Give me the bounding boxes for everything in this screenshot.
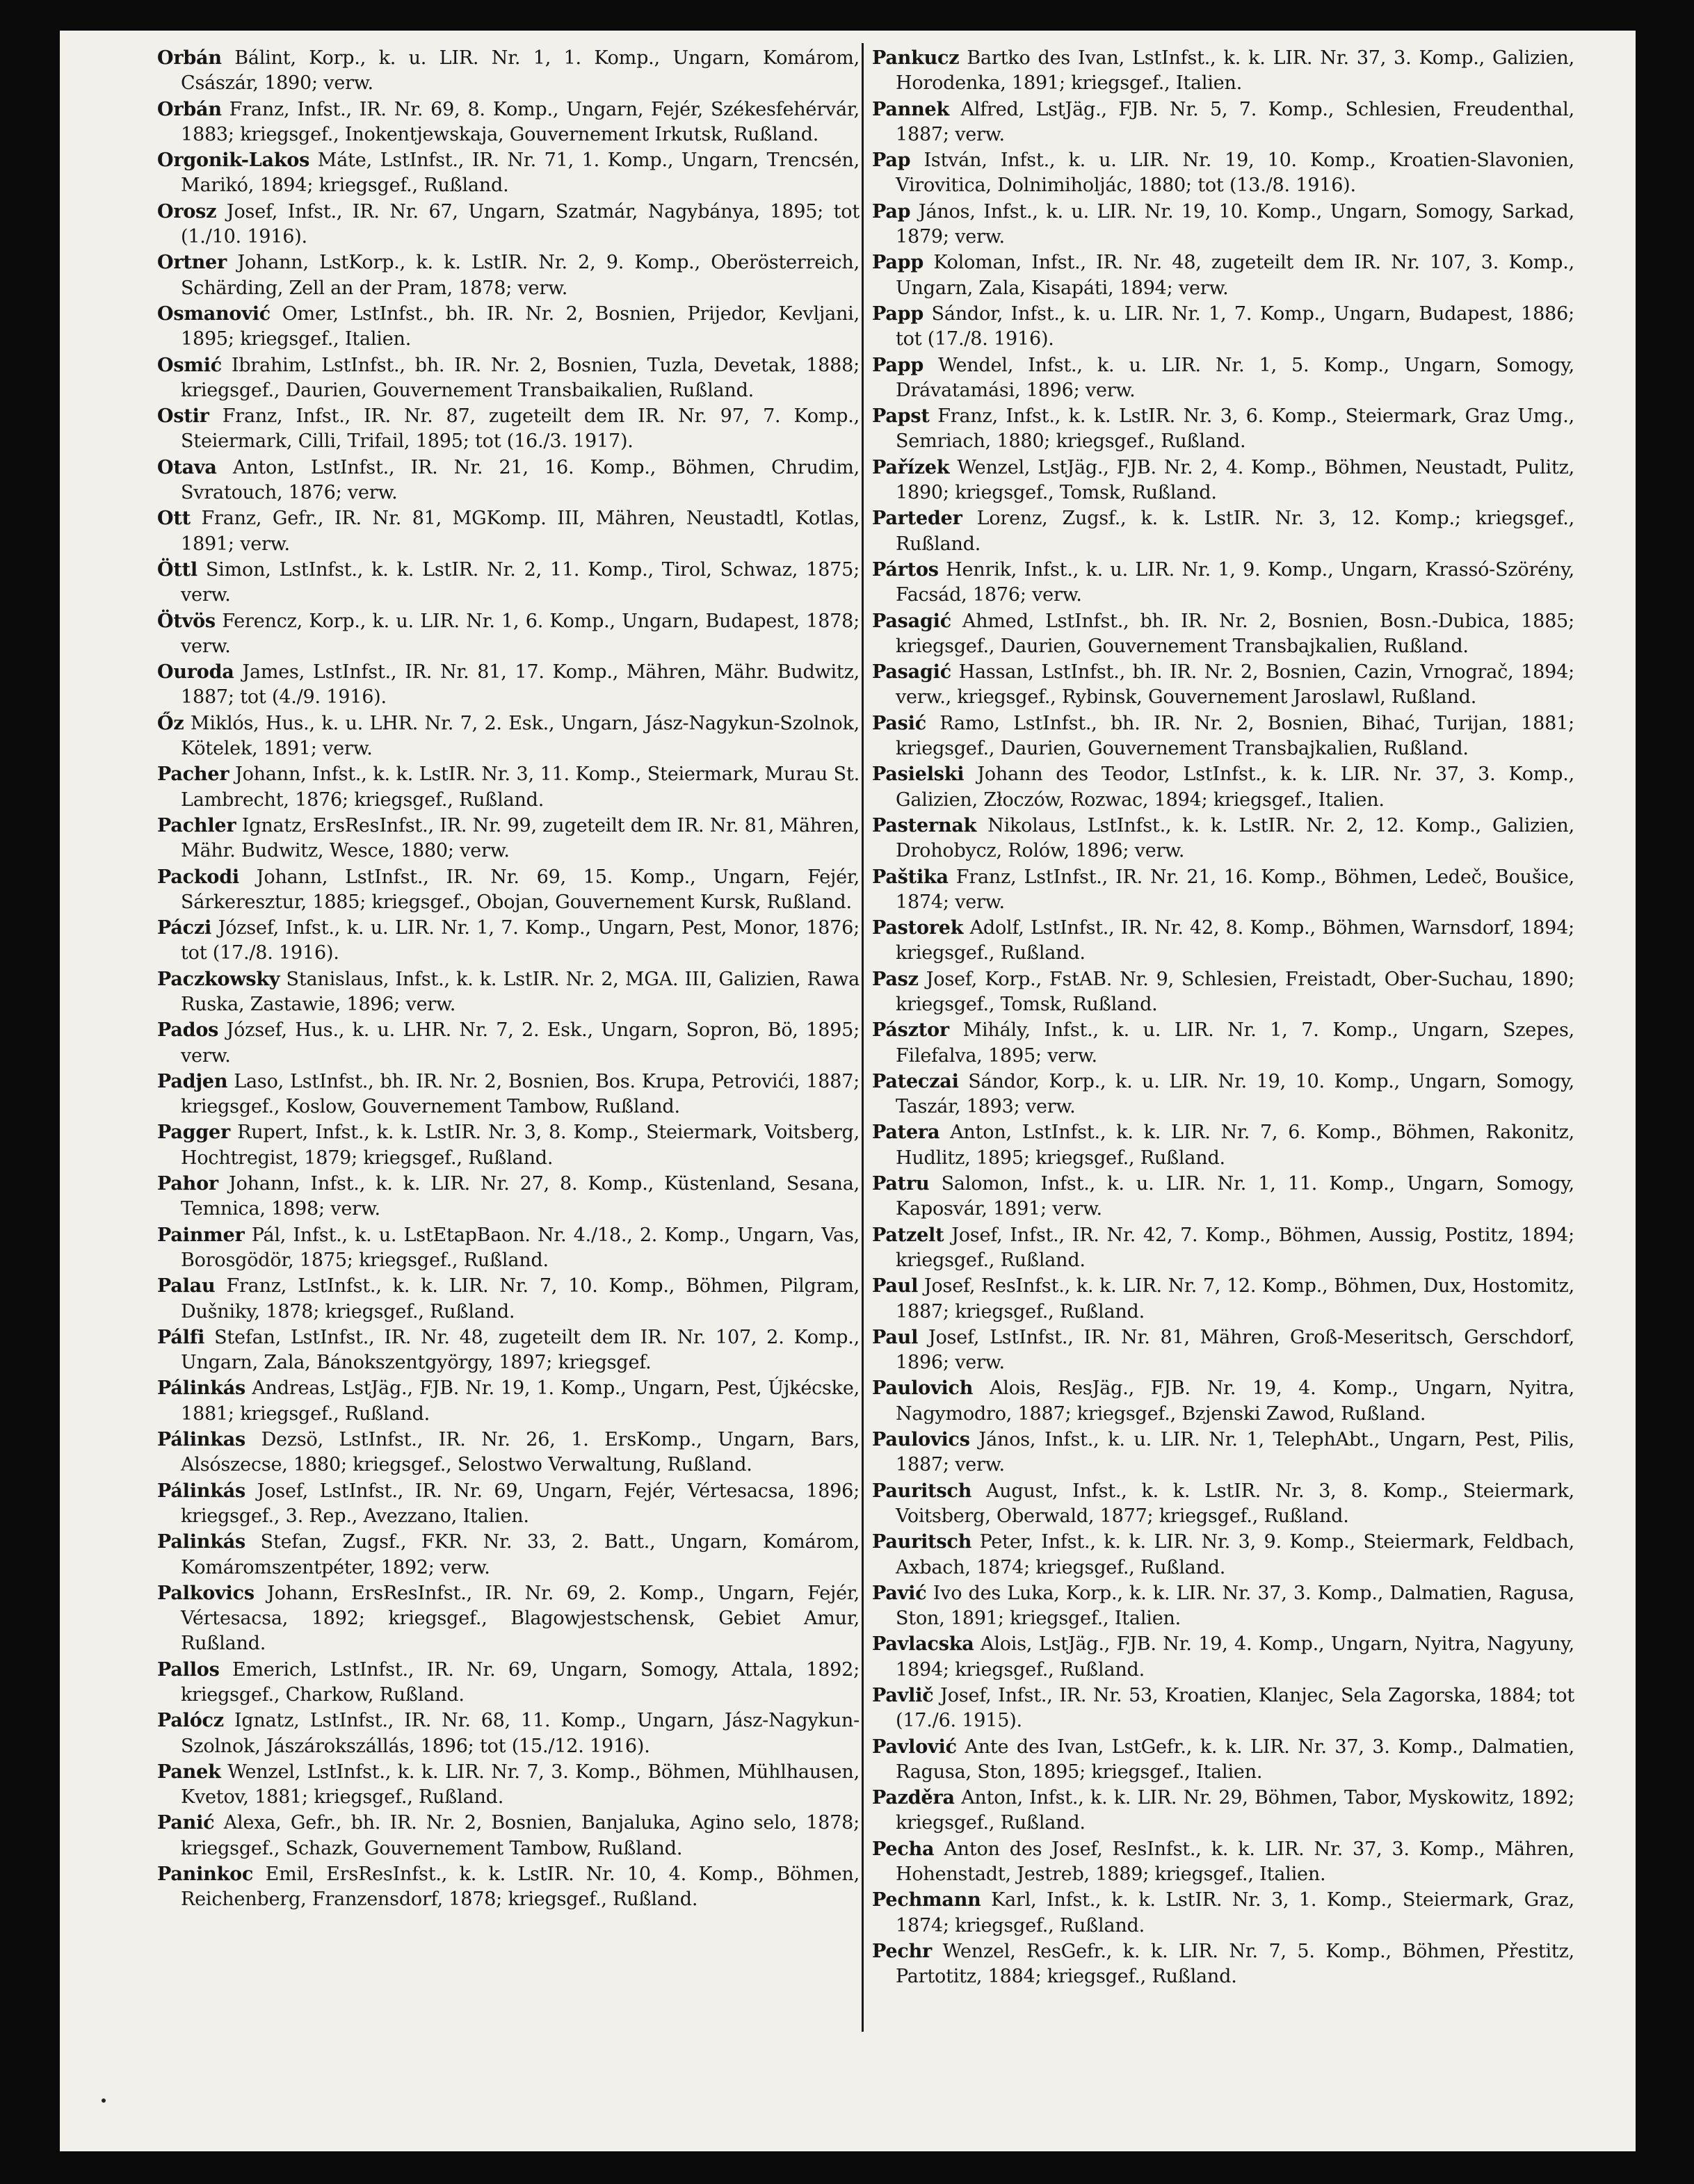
entry-details: Emil, ErsResInfst., k. k. LstIR. Nr. 10, 4. Komp., Böhmen, Reichenberg, Franzensdorf, 1878; kriegsgef., Rußland. bbox=[181, 1863, 860, 1911]
entry-surname: Pasagić bbox=[872, 661, 951, 683]
list-item bbox=[872, 1274, 1574, 1325]
entry-surname: Paulovics bbox=[872, 1429, 970, 1451]
entry-surname: Ötvös bbox=[157, 610, 216, 632]
column-divider bbox=[862, 43, 864, 2032]
entry-surname: Pasielski bbox=[872, 763, 965, 786]
entry-details: Omer, LstInfst., bh. IR. Nr. 2, Bosnien, Prijedor, Kevljani, 1895; kriegsgef., Italien. bbox=[181, 302, 860, 350]
entry-surname: Paulovich bbox=[872, 1377, 974, 1400]
left-column bbox=[157, 46, 860, 1914]
entry-details: Koloman, Infst., IR. Nr. 48, zugeteilt dem IR. Nr. 107, 3. Komp., Ungarn, Zala, Kisapáti, 1894; verw. bbox=[896, 252, 1574, 299]
entry-surname: Pacher bbox=[157, 763, 229, 786]
entry-surname: Panić bbox=[157, 1812, 215, 1834]
entry-details: Josef, Korp., FstAB. Nr. 9, Schlesien, Freistadt, Ober-Suchau, 1890; kriegsgef., Tomsk, Rußland. bbox=[896, 968, 1574, 1015]
entry-surname: Pasternak bbox=[872, 814, 977, 836]
entry-surname: Pasz bbox=[872, 968, 919, 990]
entry-surname: Papp bbox=[872, 302, 924, 325]
list-item bbox=[157, 609, 860, 660]
entry-details: Ivo des Luka, Korp., k. k. LIR. Nr. 37, 3. Komp., Dalmatien, Ragusa, Ston, 1891; kriegsgef., Italien. bbox=[896, 1582, 1574, 1630]
entry-surname: Panek bbox=[157, 1761, 221, 1783]
entry-details: Pál, Infst., k. u. LstEtapBaon. Nr. 4./18., 2. Komp., Ungarn, Vas, Borosgödör, 1875; kriegsgef., Rußland. bbox=[181, 1224, 860, 1271]
list-item bbox=[872, 455, 1574, 506]
list-item bbox=[157, 148, 860, 199]
list-item bbox=[872, 1683, 1574, 1734]
list-item bbox=[872, 865, 1574, 916]
entry-surname: Őz bbox=[157, 712, 184, 734]
entry-details: Wenzel, LstInfst., k. k. LIR. Nr. 7, 3. Komp., Böhmen, Mühlhausen, Kvetov, 1881; kriegsgef., Rußland. bbox=[181, 1761, 860, 1809]
entry-surname: Pankucz bbox=[872, 47, 960, 69]
scanned-page bbox=[60, 31, 1636, 2151]
entry-surname: Paul bbox=[872, 1275, 919, 1297]
list-item bbox=[872, 916, 1574, 966]
entry-surname: Pannek bbox=[872, 98, 950, 120]
list-item bbox=[157, 1376, 860, 1427]
list-item bbox=[872, 1632, 1574, 1683]
list-item bbox=[157, 967, 860, 1018]
entry-details: Franz, Infst., IR. Nr. 87, zugeteilt dem IR. Nr. 97, 7. Komp., Steiermark, Cilli, Trifail, 1895; tot (16./3. 1917). bbox=[181, 405, 860, 453]
entry-surname: Pásztor bbox=[872, 1019, 949, 1042]
entry-details: Laso, LstInfst., bh. IR. Nr. 2, Bosnien, Bos. Krupa, Petrovići, 1887; kriegsgef., Koslow, Gouvernement Tambow, Rußland. bbox=[181, 1070, 860, 1118]
entry-details: Dezsö, LstInfst., IR. Nr. 26, 1. ErsKomp., Ungarn, Bars, Alsószecse, 1880; kriegsgef., Selostwo Verwaltung, Rußland. bbox=[181, 1429, 860, 1476]
entry-surname: Pártos bbox=[872, 558, 939, 581]
entry-surname: Pavlič bbox=[872, 1685, 934, 1706]
list-item bbox=[157, 1658, 860, 1708]
list-item bbox=[157, 97, 860, 148]
entry-details: János, Infst., k. u. LIR. Nr. 1, TelephAbt., Ungarn, Pest, Pilis, 1887; verw. bbox=[896, 1429, 1574, 1476]
entry-surname: Packodi bbox=[157, 866, 239, 888]
list-item bbox=[157, 455, 860, 506]
list-item bbox=[157, 1120, 860, 1171]
entry-surname: Pateczai bbox=[872, 1070, 959, 1092]
list-item bbox=[872, 1837, 1574, 1888]
list-item bbox=[872, 814, 1574, 864]
entry-details: Johann, LstKorp., k. k. LstIR. Nr. 2, 9. Komp., Oberösterreich, Schärding, Zell an der Pram, 1878; verw. bbox=[181, 252, 860, 299]
list-item bbox=[872, 97, 1574, 148]
list-item bbox=[872, 250, 1574, 301]
list-item bbox=[872, 506, 1574, 557]
list-item bbox=[157, 1530, 860, 1580]
list-item bbox=[157, 711, 860, 762]
right-column bbox=[872, 46, 1574, 1991]
entry-surname: Öttl bbox=[157, 558, 197, 581]
entry-surname: Pechr bbox=[872, 1940, 933, 1962]
list-item bbox=[872, 1888, 1574, 1939]
list-item bbox=[157, 302, 860, 353]
list-item bbox=[872, 302, 1574, 353]
entry-details: Wendel, Infst., k. u. LIR. Nr. 1, 5. Komp., Ungarn, Somogy, Drávatamási, 1896; verw. bbox=[896, 354, 1574, 401]
entry-details: Josef, Infst., IR. Nr. 67, Ungarn, Szatmár, Nagybánya, 1895; tot (1./10. 1916). bbox=[181, 200, 860, 248]
list-item bbox=[872, 200, 1574, 250]
entry-details: Josef, Infst., IR. Nr. 53, Kroatien, Klanjec, Sela Zagorska, 1884; tot (17./6. 1915). bbox=[896, 1685, 1574, 1732]
entry-details: Hassan, LstInfst., bh. IR. Nr. 2, Bosnien, Cazin, Vrnograč, 1894; verw., kriegsgef., Rybinsk, Gouvernement Jaroslawl, Rußland. bbox=[896, 661, 1574, 709]
list-item bbox=[157, 1479, 860, 1530]
list-item bbox=[872, 1223, 1574, 1274]
entry-surname: Papp bbox=[872, 354, 924, 376]
entry-surname: Padjen bbox=[157, 1070, 228, 1092]
entry-surname: Pasagić bbox=[872, 610, 951, 632]
entry-surname: Otava bbox=[157, 456, 217, 478]
entry-details: Máte, LstInfst., IR. Nr. 71, 1. Komp., Ungarn, Trencsén, Marikó, 1894; kriegsgef., Rußland. bbox=[181, 149, 860, 197]
list-item bbox=[157, 865, 860, 916]
entry-details: Stanislaus, Infst., k. k. LstIR. Nr. 2, MGA. III, Galizien, Rawa Ruska, Zastawie, 1896; verw. bbox=[181, 968, 860, 1015]
entry-surname: Ott bbox=[157, 508, 191, 530]
entry-surname: Papst bbox=[872, 405, 930, 428]
entry-surname: Patera bbox=[872, 1122, 940, 1144]
entry-surname: Pavlović bbox=[872, 1736, 957, 1758]
list-item bbox=[872, 1376, 1574, 1427]
list-item bbox=[157, 506, 860, 557]
entry-surname: Pastorek bbox=[872, 917, 964, 939]
list-item bbox=[157, 1427, 860, 1478]
entry-surname: Palócz bbox=[157, 1710, 224, 1732]
entry-details: Johann, Infst., k. k. LIR. Nr. 27, 8. Komp., Küstenland, Sesana, Temnica, 1898; verw. bbox=[181, 1173, 860, 1220]
entry-surname: Pallos bbox=[157, 1658, 220, 1681]
list-item bbox=[157, 916, 860, 966]
entry-details: Anton, LstInfst., IR. Nr. 21, 16. Komp., Böhmen, Chrudim, Svratouch, 1876; verw. bbox=[181, 456, 860, 504]
entry-details: Anton, Infst., k. k. LIR. Nr. 29, Böhmen, Tabor, Myskowitz, 1892; kriegsgef., Rußland. bbox=[896, 1787, 1574, 1834]
list-item bbox=[872, 1018, 1574, 1069]
entry-surname: Pálinkás bbox=[157, 1377, 246, 1400]
entry-details: Ahmed, LstInfst., bh. IR. Nr. 2, Bosnien, Bosn.-Dubica, 1885; kriegsgef., Daurien, Gouvernement Transbajkalien, Rußland. bbox=[896, 610, 1574, 657]
list-item bbox=[872, 609, 1574, 660]
entry-details: Andreas, LstJäg., FJB. Nr. 19, 1. Komp., Ungarn, Pest, Újkécske, 1881; kriegsgef., Rußland. bbox=[181, 1377, 860, 1425]
list-item bbox=[872, 46, 1574, 97]
entry-details: Karl, Infst., k. k. LstIR. Nr. 3, 1. Komp., Steiermark, Graz, 1874; kriegsgef., Rußland. bbox=[896, 1889, 1574, 1936]
entry-surname: Palkovics bbox=[157, 1582, 255, 1604]
entry-surname: Pauritsch bbox=[872, 1531, 972, 1553]
entry-details: Johann, ErsResInfst., IR. Nr. 69, 2. Komp., Ungarn, Fejér, Vértesacsa, 1892; kriegsgef., Blagowjestschensk, Gebiet Amur, Rußland. bbox=[181, 1582, 860, 1655]
entry-details: Alfred, LstJäg., FJB. Nr. 5, 7. Komp., Schlesien, Freudenthal, 1887; verw. bbox=[896, 98, 1574, 145]
entry-details: Sándor, Infst., k. u. LIR. Nr. 1, 7. Komp., Ungarn, Budapest, 1886; tot (17./8. 1916). bbox=[896, 302, 1574, 350]
entry-surname: Patzelt bbox=[872, 1224, 944, 1246]
entry-details: Johann des Teodor, LstInfst., k. k. LIR. Nr. 37, 3. Komp., Galizien, Złoczów, Rozwac, 1894; kriegsgef., Italien. bbox=[896, 763, 1574, 811]
entry-details: Ramo, LstInfst., bh. IR. Nr. 2, Bosnien, Bihać, Turijan, 1881; kriegsgef., Daurien, Gouvernement Transbajkalien, Rußland. bbox=[896, 712, 1574, 760]
entry-details: János, Infst., k. u. LIR. Nr. 19, 10. Komp., Ungarn, Somogy, Sarkad, 1879; verw. bbox=[896, 200, 1574, 248]
list-item bbox=[157, 1862, 860, 1913]
list-item bbox=[157, 1760, 860, 1811]
entry-surname: Pauritsch bbox=[872, 1480, 972, 1502]
entry-surname: Pálfi bbox=[157, 1326, 205, 1348]
list-item bbox=[157, 660, 860, 711]
entry-details: Johann, Infst., k. k. LstIR. Nr. 3, 11. Komp., Steiermark, Murau St. Lambrecht, 1876; kriegsgef., Rußland. bbox=[181, 763, 860, 811]
list-item bbox=[872, 1479, 1574, 1530]
entry-details: James, LstInfst., IR. Nr. 81, 17. Komp., Mähren, Mähr. Budwitz, 1887; tot (4./9. 1916). bbox=[181, 661, 860, 709]
entry-details: Miklós, Hus., k. u. LHR. Nr. 7, 2. Esk., Ungarn, Jász-Nagykun-Szolnok, Kötelek, 1891; verw. bbox=[181, 712, 860, 760]
entry-details: Alois, ResJäg., FJB. Nr. 19, 4. Komp., Ungarn, Nyitra, Nagymodro, 1887; kriegsgef., Bzjenski Zawod, Rußland. bbox=[896, 1377, 1574, 1425]
entry-details: Rupert, Infst., k. k. LstIR. Nr. 3, 8. Komp., Steiermark, Voitsberg, Hochtregist, 1879; kriegsgef., Rußland. bbox=[181, 1122, 860, 1169]
list-item bbox=[872, 660, 1574, 711]
entry-surname: Pados bbox=[157, 1019, 219, 1042]
entry-details: Stefan, Zugsf., FKR. Nr. 33, 2. Batt., Ungarn, Komárom, Komáromszentpéter, 1892; verw. bbox=[181, 1531, 860, 1578]
entry-details: Wenzel, LstJäg., FJB. Nr. 2, 4. Komp., Böhmen, Neustadt, Pulitz, 1890; kriegsgef., Tomsk, Rußland. bbox=[896, 456, 1574, 504]
entry-details: Johann, LstInfst., IR. Nr. 69, 15. Komp., Ungarn, Fejér, Sárkeresztur, 1885; kriegsgef., Obojan, Gouvernement Kursk, Rußland. bbox=[181, 866, 860, 913]
entry-surname: Pecha bbox=[872, 1838, 935, 1860]
list-item bbox=[872, 1325, 1574, 1376]
entry-surname: Palau bbox=[157, 1275, 216, 1297]
entry-details: Ferencz, Korp., k. u. LIR. Nr. 1, 6. Komp., Ungarn, Budapest, 1878; verw. bbox=[181, 610, 860, 657]
entry-surname: Pap bbox=[872, 149, 911, 172]
entry-details: Josef, LstInfst., IR. Nr. 69, Ungarn, Fejér, Vértesacsa, 1896; kriegsgef., 3. Rep., Avezzano, Italien. bbox=[181, 1480, 860, 1527]
list-item bbox=[157, 250, 860, 301]
list-item bbox=[157, 1581, 860, 1657]
entry-details: Sándor, Korp., k. u. LIR. Nr. 19, 10. Komp., Ungarn, Somogy, Taszár, 1893; verw. bbox=[896, 1070, 1574, 1118]
entry-surname: Pap bbox=[872, 200, 911, 223]
entry-surname: Osmanović bbox=[157, 302, 271, 325]
entry-surname: Ouroda bbox=[157, 661, 234, 683]
entry-details: Lorenz, Zugsf., k. k. LstIR. Nr. 3, 12. Komp.; kriegsgef., Rußland. bbox=[896, 508, 1574, 555]
entry-details: Franz, LstInfst., IR. Nr. 21, 16. Komp., Böhmen, Ledeč, Boušice, 1874; verw. bbox=[896, 866, 1574, 913]
list-item bbox=[157, 1708, 860, 1759]
entry-details: Salomon, Infst., k. u. LIR. Nr. 1, 11. Komp., Ungarn, Somogy, Kaposvár, 1891; verw. bbox=[896, 1173, 1574, 1220]
entry-details: Alexa, Gefr., bh. IR. Nr. 2, Bosnien, Banjaluka, Agino selo, 1878; kriegsgef., Schazk, Gouvernement Tambow, Rußland. bbox=[181, 1812, 860, 1859]
list-item bbox=[872, 1786, 1574, 1836]
entry-surname: Pavlacska bbox=[872, 1633, 974, 1656]
list-item bbox=[872, 762, 1574, 813]
entry-surname: Paninkoc bbox=[157, 1863, 254, 1886]
entry-details: Franz, Infst., IR. Nr. 69, 8. Komp., Ungarn, Fejér, Székesfehérvár, 1883; kriegsgef., Inokentjewskaja, Gouvernement Irkutsk, Rußland. bbox=[181, 98, 860, 145]
entry-details: Peter, Infst., k. k. LIR. Nr. 3, 9. Komp., Steiermark, Feldbach, Axbach, 1874; kriegsgef., Rußland. bbox=[896, 1531, 1574, 1578]
entry-details: Josef, ResInfst., k. k. LIR. Nr. 7, 12. Komp., Böhmen, Dux, Hostomitz, 1887; kriegsgef., Rußland. bbox=[896, 1275, 1574, 1322]
list-item bbox=[872, 1939, 1574, 1990]
entry-details: Josef, LstInfst., IR. Nr. 81, Mähren, Groß-Meseritsch, Gerschdorf, 1896; verw. bbox=[896, 1326, 1574, 1374]
list-item bbox=[157, 1811, 860, 1861]
list-item bbox=[872, 711, 1574, 762]
entry-details: Ante des Ivan, LstGefr., k. k. LIR. Nr. 37, 3. Komp., Dalmatien, Ragusa, Ston, 1895; kriegsgef., Italien. bbox=[896, 1736, 1574, 1783]
entry-details: August, Infst., k. k. LstIR. Nr. 3, 8. Komp., Steiermark, Voitsberg, Oberwald, 1877; kriegsgef., Rußland. bbox=[896, 1480, 1574, 1527]
entry-details: Simon, LstInfst., k. k. LstIR. Nr. 2, 11. Komp., Tirol, Schwaz, 1875; verw. bbox=[181, 558, 860, 606]
entry-surname: Paczkowsky bbox=[157, 968, 280, 990]
entry-surname: Paul bbox=[872, 1326, 919, 1348]
list-item bbox=[157, 1223, 860, 1274]
entry-surname: Pachler bbox=[157, 814, 236, 836]
entry-surname: Pasić bbox=[872, 712, 926, 734]
entry-surname: Ostir bbox=[157, 405, 209, 428]
list-item bbox=[157, 1274, 860, 1325]
entry-details: Ignatz, ErsResInfst., IR. Nr. 99, zugeteilt dem IR. Nr. 81, Mähren, Mähr. Budwitz, Wesce, 1880; verw. bbox=[181, 814, 860, 862]
entry-surname: Pazděra bbox=[872, 1787, 955, 1809]
entry-surname: Páczi bbox=[157, 917, 212, 939]
entry-surname: Paštika bbox=[872, 866, 949, 888]
list-item bbox=[872, 558, 1574, 608]
list-item bbox=[872, 1735, 1574, 1786]
entry-details: Franz, Infst., k. k. LstIR. Nr. 3, 6. Komp., Steiermark, Graz Umg., Semriach, 1880; kriegsgef., Rußland. bbox=[896, 405, 1574, 453]
entry-details: József, Infst., k. u. LIR. Nr. 1, 7. Komp., Ungarn, Pest, Monor, 1876; tot (17./8. 1916). bbox=[181, 917, 860, 964]
entry-details: Ignatz, LstInfst., IR. Nr. 68, 11. Komp., Ungarn, Jász-Nagykun-Szolnok, Jászárokszállás, 1896; tot (15./12. 1916). bbox=[181, 1710, 860, 1757]
entry-details: Adolf, LstInfst., IR. Nr. 42, 8. Komp., Böhmen, Warnsdorf, 1894; kriegsgef., Rußland. bbox=[896, 917, 1574, 964]
entry-surname: Pahor bbox=[157, 1173, 218, 1195]
list-item bbox=[157, 1172, 860, 1222]
entry-details: Franz, LstInfst., k. k. LIR. Nr. 7, 10. Komp., Böhmen, Pilgram, Dušniky, 1878; kriegsgef., Rußland. bbox=[181, 1275, 860, 1322]
scan-speck bbox=[102, 2098, 106, 2103]
entry-surname: Ortner bbox=[157, 252, 227, 274]
entry-surname: Papp bbox=[872, 252, 924, 274]
entry-surname: Pagger bbox=[157, 1122, 231, 1144]
entry-details: Bálint, Korp., k. u. LIR. Nr. 1, 1. Komp., Ungarn, Komárom, Császár, 1890; verw. bbox=[181, 47, 860, 95]
entry-surname: Patru bbox=[872, 1173, 930, 1195]
entry-surname: Pechmann bbox=[872, 1889, 981, 1911]
entry-details: Anton des Josef, ResInfst., k. k. LIR. Nr. 37, 3. Komp., Mähren, Hohenstadt, Jestreb, 1889; kriegsgef., Italien. bbox=[896, 1838, 1574, 1886]
entry-details: József, Hus., k. u. LHR. Nr. 7, 2. Esk., Ungarn, Sopron, Bö, 1895; verw. bbox=[181, 1019, 860, 1067]
list-item bbox=[157, 1325, 860, 1376]
entry-surname: Osmić bbox=[157, 354, 222, 376]
list-item bbox=[157, 558, 860, 608]
entry-details: István, Infst., k. u. LIR. Nr. 19, 10. Komp., Kroatien-Slavonien, Virovitica, Dolnimiholjác, 1880; tot (13./8. 1916). bbox=[896, 149, 1574, 197]
entry-surname: Orgonik-Lakos bbox=[157, 149, 310, 172]
entry-surname: Pálinkás bbox=[157, 1480, 246, 1502]
list-item bbox=[872, 1581, 1574, 1632]
list-item bbox=[157, 1069, 860, 1120]
entry-surname: Orbán bbox=[157, 98, 222, 120]
entry-details: Alois, LstJäg., FJB. Nr. 19, 4. Komp., Ungarn, Nyitra, Nagyuny, 1894; kriegsgef., Rußland. bbox=[896, 1633, 1574, 1681]
list-item bbox=[157, 404, 860, 455]
entry-surname: Palinkás bbox=[157, 1531, 246, 1553]
entry-details: Bartko des Ivan, LstInfst., k. k. LIR. Nr. 37, 3. Komp., Galizien, Horodenka, 1891; kriegsgef., Italien. bbox=[896, 47, 1574, 95]
list-item bbox=[157, 1018, 860, 1069]
entry-details: Stefan, LstInfst., IR. Nr. 48, zugeteilt dem IR. Nr. 107, 2. Komp., Ungarn, Zala, Bánokszentgyörgy, 1897; kriegsgef. bbox=[181, 1326, 860, 1374]
entry-surname: Pálinkas bbox=[157, 1429, 246, 1451]
entry-details: Anton, LstInfst., k. k. LIR. Nr. 7, 6. Komp., Böhmen, Rakonitz, Hudlitz, 1895; kriegsgef., Rußland. bbox=[896, 1122, 1574, 1169]
list-item bbox=[157, 762, 860, 813]
entry-details: Wenzel, ResGefr., k. k. LIR. Nr. 7, 5. Komp., Böhmen, Přestitz, Partotitz, 1884; kriegsgef., Rußland. bbox=[896, 1940, 1574, 1988]
list-item bbox=[872, 404, 1574, 455]
list-item bbox=[872, 148, 1574, 199]
entry-details: Franz, Gefr., IR. Nr. 81, MGKomp. III, Mähren, Neustadtl, Kotlas, 1891; verw. bbox=[181, 508, 860, 555]
list-item bbox=[157, 353, 860, 404]
entry-details: Emerich, LstInfst., IR. Nr. 69, Ungarn, Somogy, Attala, 1892; kriegsgef., Charkow, Rußland. bbox=[181, 1658, 860, 1706]
entry-details: Mihály, Infst., k. u. LIR. Nr. 1, 7. Komp., Ungarn, Szepes, Filefalva, 1895; verw. bbox=[896, 1019, 1574, 1067]
list-item bbox=[872, 1069, 1574, 1120]
list-item bbox=[872, 1120, 1574, 1171]
entry-surname: Pavić bbox=[872, 1582, 927, 1604]
entry-surname: Painmer bbox=[157, 1224, 245, 1246]
list-item bbox=[872, 1427, 1574, 1478]
entry-details: Ibrahim, LstInfst., bh. IR. Nr. 2, Bosnien, Tuzla, Devetak, 1888; kriegsgef., Daurien, Gouvernement Transbaikalien, Rußland. bbox=[181, 354, 860, 401]
list-item bbox=[157, 200, 860, 250]
list-item bbox=[872, 1172, 1574, 1222]
entry-details: Nikolaus, LstInfst., k. k. LstIR. Nr. 2, 12. Komp., Galizien, Drohobycz, Rolów, 1896; verw. bbox=[896, 814, 1574, 862]
entry-details: Henrik, Infst., k. u. LIR. Nr. 1, 9. Komp., Ungarn, Krassó-Szörény, Facsád, 1876; verw. bbox=[896, 558, 1574, 606]
entry-surname: Parteder bbox=[872, 508, 962, 530]
list-item bbox=[872, 967, 1574, 1018]
list-item bbox=[872, 1530, 1574, 1580]
entry-surname: Orbán bbox=[157, 47, 222, 69]
list-item bbox=[872, 353, 1574, 404]
entry-surname: Pařízek bbox=[872, 456, 950, 478]
entry-details: Josef, Infst., IR. Nr. 42, 7. Komp., Böhmen, Aussig, Postitz, 1894; kriegsgef., Rußland. bbox=[896, 1224, 1574, 1271]
entry-surname: Orosz bbox=[157, 200, 217, 223]
list-item bbox=[157, 46, 860, 97]
list-item bbox=[157, 814, 860, 864]
